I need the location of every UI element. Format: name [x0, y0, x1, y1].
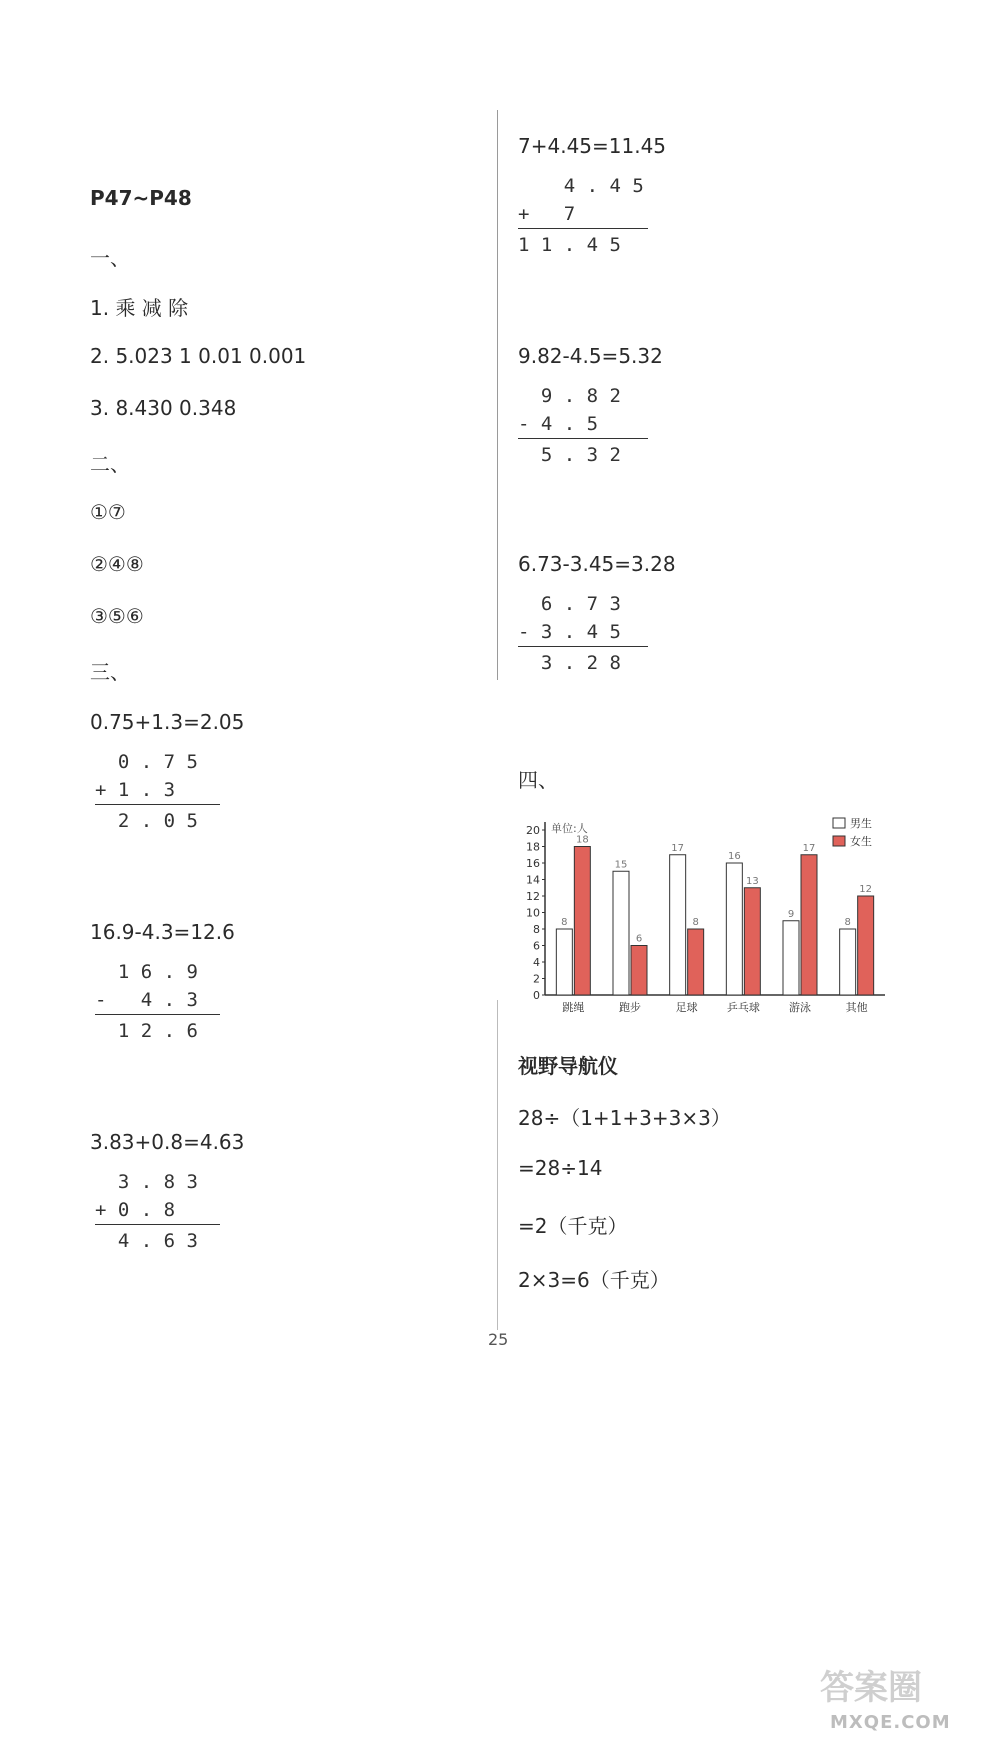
- unit-label: 单位:人: [551, 822, 588, 835]
- calc-result: 3 . 2 8: [518, 652, 621, 674]
- column-divider-lower: [497, 1000, 498, 1330]
- girl-bar: [688, 929, 704, 995]
- bar-value-label: 9: [787, 908, 795, 920]
- calc-result: 4 . 6 3: [95, 1230, 198, 1252]
- y-tick-label: 14: [526, 873, 540, 887]
- girl-bar: [801, 855, 817, 995]
- section-four-label: 四、: [518, 768, 558, 792]
- category-label: 其他: [845, 1001, 868, 1014]
- category-label: 跳绳: [562, 1001, 585, 1014]
- calc-result: 1 2 . 6: [95, 1020, 198, 1042]
- calc-row: 1 6 . 9: [95, 961, 198, 983]
- bar-value-label: 12: [859, 884, 873, 895]
- y-tick-label: 16: [526, 857, 540, 870]
- equation-5: 9.82-4.5=5.32: [518, 344, 663, 368]
- calc-result: 1 1 . 4 5: [518, 234, 621, 256]
- bar-value-label: 13: [745, 875, 759, 887]
- watermark-url: MXQE.COM: [830, 1712, 951, 1733]
- y-tick-label: 0: [533, 989, 540, 1002]
- y-tick-label: 2: [533, 972, 540, 986]
- bar-value-label: 16: [727, 851, 741, 862]
- legend-swatch: [833, 818, 845, 828]
- calc-rule: [518, 438, 648, 439]
- y-tick-label: 4: [533, 956, 540, 969]
- bar-value-label: 8: [561, 917, 568, 928]
- calc-rule: [518, 646, 648, 647]
- watermark-logo: 答案圈: [820, 1668, 922, 1708]
- answer-1: 1. 乘 减 除: [90, 296, 189, 320]
- calc-rule: [518, 228, 648, 229]
- calc-result: 2 . 0 5: [95, 810, 198, 832]
- equation-6: 6.73-3.45=3.28: [518, 552, 676, 576]
- y-tick-label: 12: [526, 890, 540, 903]
- bar-value-label: 17: [671, 842, 685, 854]
- answer-3: 3. 8.430 0.348: [90, 396, 237, 420]
- calc-result: 5 . 3 2: [518, 444, 621, 466]
- boy-bar: [613, 871, 629, 995]
- calc-row: - 3 . 4 5: [518, 621, 621, 643]
- solution-line-2: =28÷14: [518, 1156, 603, 1180]
- bar-value-label: 6: [635, 933, 643, 945]
- page-range-heading: P47~P48: [90, 186, 192, 210]
- category-label: 游泳: [789, 1001, 811, 1014]
- bar-value-label: 8: [844, 917, 851, 928]
- bar-value-label: 8: [692, 917, 699, 928]
- answer-2: 2. 5.023 1 0.01 0.001: [90, 344, 307, 368]
- calc-row: 9 . 8 2: [518, 385, 621, 407]
- girl-bar: [631, 946, 647, 996]
- calc-row: 3 . 8 3: [95, 1171, 198, 1193]
- calc-row: 4 . 4 5: [518, 175, 644, 197]
- girl-bar: [744, 888, 760, 995]
- vertical-calc-5: [518, 382, 648, 469]
- equation-4: 7+4.45=11.45: [518, 134, 667, 158]
- bar-value-label: 17: [802, 842, 816, 854]
- calc-row: + 7: [518, 203, 576, 225]
- calc-row: 6 . 7 3: [518, 593, 621, 615]
- equation-3: 3.83+0.8=4.63: [90, 1130, 245, 1154]
- calc-row: + 1 . 3: [95, 779, 176, 801]
- section-three-label: 三、: [90, 660, 130, 684]
- bar-chart-svg: [515, 810, 915, 1020]
- choice-group-3: ③⑤⑥: [90, 604, 144, 628]
- bar-chart: [515, 810, 915, 1020]
- vertical-calc-2: [95, 958, 220, 1045]
- calc-row: + 0 . 8: [95, 1199, 176, 1221]
- category-label: 跑步: [619, 1001, 641, 1014]
- vertical-calc-3: [95, 1168, 220, 1255]
- equation-1: 0.75+1.3=2.05: [90, 710, 245, 734]
- legend-label: 男生: [850, 817, 872, 830]
- section-two-label: 二、: [90, 452, 130, 476]
- calc-rule: [95, 1014, 220, 1015]
- y-tick-label: 18: [526, 840, 540, 854]
- choice-group-1: ①⑦: [90, 500, 126, 524]
- calc-row: 0 . 7 5: [95, 751, 198, 773]
- solution-line-3: =2（千克）: [518, 1214, 628, 1238]
- choice-group-2: ②④⑧: [90, 552, 144, 576]
- boy-bar: [556, 929, 572, 995]
- calc-rule: [95, 1224, 220, 1225]
- bar-value-label: 15: [614, 859, 628, 871]
- page-number: 25: [488, 1330, 509, 1349]
- equation-2: 16.9-4.3=12.6: [90, 920, 235, 944]
- calc-rule: [95, 804, 220, 805]
- calc-row: - 4 . 3: [95, 989, 198, 1011]
- y-tick-label: 8: [533, 923, 540, 936]
- boy-bar: [726, 863, 742, 995]
- section-one-label: 一、: [90, 246, 130, 270]
- legend-label: 女生: [850, 835, 872, 848]
- solution-line-4: 2×3=6（千克）: [518, 1268, 670, 1292]
- vision-navigator-title: 视野导航仪: [518, 1054, 618, 1078]
- y-tick-label: 6: [533, 939, 540, 953]
- vertical-calc-4: [518, 172, 648, 259]
- category-label: 足球: [675, 1001, 698, 1014]
- y-tick-label: 20: [526, 824, 540, 837]
- category-label: 乒乓球: [726, 1001, 760, 1014]
- bar-value-label: 18: [575, 834, 589, 846]
- boy-bar: [840, 929, 856, 995]
- girl-bar: [858, 896, 874, 995]
- boy-bar: [670, 855, 686, 995]
- solution-line-1: 28÷（1+1+3+3×3）: [518, 1106, 731, 1130]
- girl-bar: [574, 847, 590, 996]
- column-divider: [497, 110, 498, 680]
- vertical-calc-1: [95, 748, 220, 835]
- calc-row: - 4 . 5: [518, 413, 599, 435]
- y-tick-label: 10: [526, 906, 540, 920]
- legend-swatch: [833, 836, 845, 846]
- vertical-calc-6: [518, 590, 648, 677]
- boy-bar: [783, 921, 799, 995]
